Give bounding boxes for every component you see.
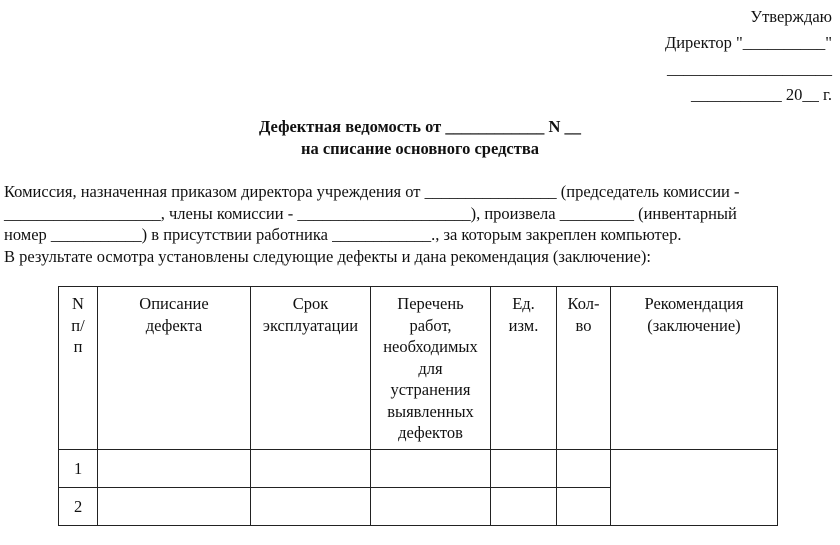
title-line-1: Дефектная ведомость от ____________ N __ [258,117,582,136]
cell-quantity [557,450,611,488]
paragraph-line-3: номер ___________) в присутствии работника ____________., за которым закреплен компьютер. [4,225,682,244]
header-quantity: Кол- во [557,287,611,450]
cell-quantity [557,488,611,526]
signature-line: ____________________ [667,59,832,78]
table-row [59,450,778,488]
cell-description [98,488,251,526]
director-line: Директор "__________" [664,33,832,52]
cell-unit [491,450,557,488]
cell-description [98,450,251,488]
header-description: Описание дефекта [98,287,251,450]
header-unit: Ед. изм. [491,287,557,450]
approval-label: Утверждаю [750,7,832,26]
cell-works [371,488,491,526]
cell-recommendation [611,450,778,526]
paragraph-line-2: ___________________, члены комиссии - _____________________), произвела _________ (инвентарный [4,203,737,223]
commission-paragraph [4,181,834,267]
header-service-life: Срок эксплуатации [251,287,371,450]
cell-unit [491,488,557,526]
row-number: 2 [59,488,98,526]
table-header-row [59,287,778,450]
header-recommendation: Рекомендация (заключение) [611,287,778,450]
cell-service-life [251,488,371,526]
paragraph-line-1: Комиссия, назначенная приказом директора учреждения от ________________ (председатель комиссии - [4,182,740,201]
header-works-list: Перечень работ, необходимых для устранения выявленных дефектов [371,287,491,450]
defects-table [58,286,778,526]
document-title [0,116,840,160]
cell-works [371,450,491,488]
date-line: ___________ 20__ г. [690,85,832,104]
row-number: 1 [59,450,98,488]
header-number: N п/ п [59,287,98,450]
paragraph-line-4: В результате осмотра установлены следующие дефекты и дана рекомендация (заключение): [4,246,651,266]
cell-service-life [251,450,371,488]
approval-block [665,4,832,108]
title-line-2: на списание основного средства [300,139,540,158]
